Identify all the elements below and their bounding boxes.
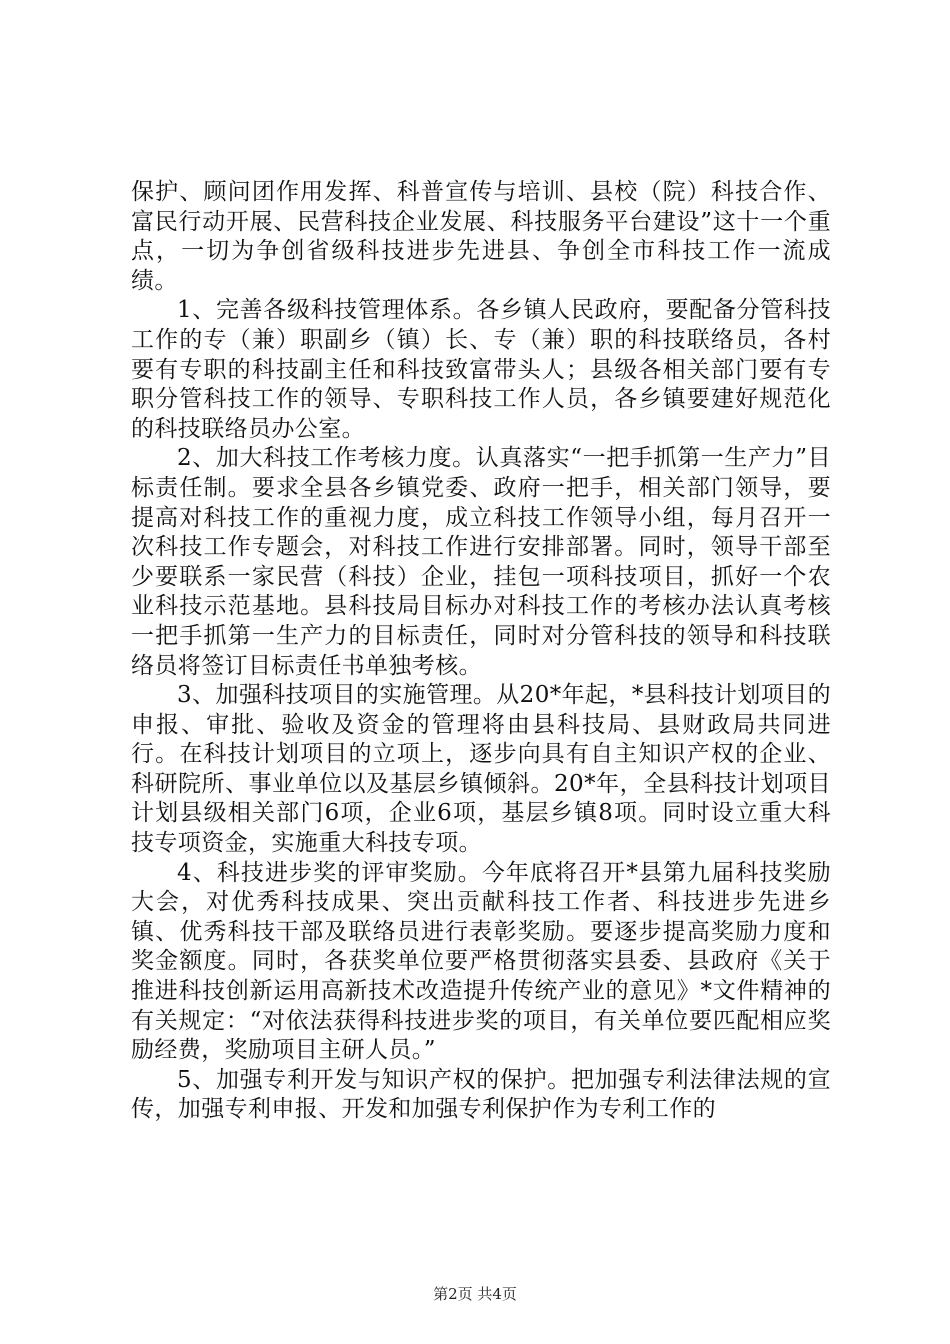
paragraph-item-3: 3、加强科技项目的实施管理。从20*年起，*县科技计划项目的申报、审批、验收及资金的管理将由县科技局、县财政局共同进行。在科技计划项目的立项上，逐步向具有自主知识产权的企业、科研院所、事业单位以及基层乡镇倾斜。20*年，全县科技计划项目计划县级相关部门6项，企业6项，基层乡镇8项。同时设立重大科技专项资金，实施重大科技专项。 xyxy=(131,682,831,857)
paragraph-item-1: 1、完善各级科技管理体系。各乡镇人民政府，要配备分管科技工作的专（兼）职副乡（镇）长、专（兼）职的科技联络员，各村要有专职的科技副主任和科技致富带头人；县级各相关部门要有专职分管科技工作的领导、专职科技工作人员，各乡镇要建好规范化的科技联络员办公室。 xyxy=(131,297,831,442)
page-number-footer: 第2页 共4页 xyxy=(433,1285,517,1303)
paragraph-item-2: 2、加大科技工作考核力度。认真落实“一把手抓第一生产力”目标责任制。要求全县各乡镇党委、政府一把手，相关部门领导，要提高对科技工作的重视力度，成立科技工作领导小组，每月召开一次科技工作专题会，对科技工作进行安排部署。同时，领导干部至少要联系一家民营（科技）企业，挂包一项科技项目，抓好一个农业科技示范基地。县科技局目标办对科技工作的考核办法认真考核一把手抓第一生产力的目标责任，同时对分管科技的领导和科技联络员将签订目标责任书单独考核。 xyxy=(131,445,831,679)
paragraph-continuation: 保护、顾问团作用发挥、科普宣传与培训、县校（院）科技合作、富民行动开展、民营科技企业发展、科技服务平台建设”这十一个重点，一切为争创省级科技进步先进县、争创全市科技工作一流成绩。 xyxy=(131,179,831,294)
paragraph-item-5: 5、加强专利开发与知识产权的保护。把加强专利法律法规的宣传，加强专利申报、开发和加强专利保护作为专利工作的 xyxy=(131,1066,831,1123)
document-body xyxy=(131,178,831,1125)
paragraph-item-4: 4、科技进步奖的评审奖励。今年底将召开*县第九届科技奖励大会，对优秀科技成果、突出贡献科技工作者、科技进步先进乡镇、优秀科技干部及联络员进行表彰奖励。要逐步提高奖励力度和奖金额度。同时，各获奖单位要严格贯彻落实县委、县政府《关于推进科技创新运用高新技术改造提升传统产业的意见》*文件精神的有关规定：“对依法获得科技进步奖的项目，有关单位要匹配相应奖励经费，奖励项目主研人员。” xyxy=(131,859,831,1064)
